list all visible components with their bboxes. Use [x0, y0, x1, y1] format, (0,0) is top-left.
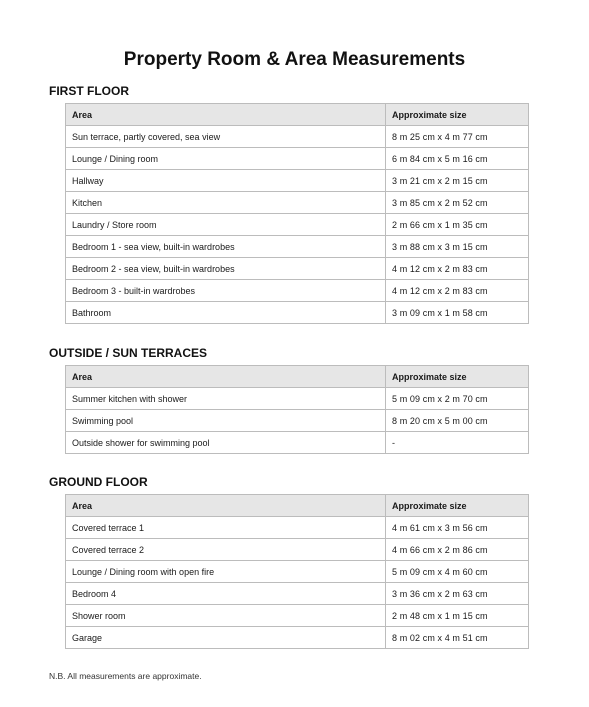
- area-cell: Swimming pool: [66, 410, 386, 432]
- footnote: N.B. All measurements are approximate.: [49, 671, 202, 681]
- area-cell: Lounge / Dining room with open fire: [66, 561, 386, 583]
- column-header-size: Approximate size: [386, 366, 529, 388]
- area-cell: Covered terrace 1: [66, 517, 386, 539]
- size-cell: 4 m 66 cm x 2 m 86 cm: [386, 539, 529, 561]
- table-row: [66, 517, 529, 539]
- section-title-outside: OUTSIDE / SUN TERRACES: [49, 346, 208, 360]
- ground-floor-table: [65, 494, 529, 649]
- table-row: [66, 583, 529, 605]
- table-header-row: [66, 104, 529, 126]
- size-cell: 3 m 85 cm x 2 m 52 cm: [386, 192, 529, 214]
- column-header-area: Area: [66, 366, 386, 388]
- area-cell: Bedroom 2 - sea view, built-in wardrobes: [66, 258, 386, 280]
- table-row: [66, 432, 529, 454]
- table-row: [66, 280, 529, 302]
- table-row: [66, 148, 529, 170]
- size-cell: 2 m 66 cm x 1 m 35 cm: [386, 214, 529, 236]
- column-header-area: Area: [66, 104, 386, 126]
- table-row: [66, 192, 529, 214]
- table-row: [66, 170, 529, 192]
- size-cell: 3 m 09 cm x 1 m 58 cm: [386, 302, 529, 324]
- size-cell: 4 m 61 cm x 3 m 56 cm: [386, 517, 529, 539]
- table-row: [66, 627, 529, 649]
- table-row: [66, 258, 529, 280]
- area-cell: Bathroom: [66, 302, 386, 324]
- area-cell: Kitchen: [66, 192, 386, 214]
- section-title-ground-floor: GROUND FLOOR: [49, 475, 148, 489]
- first-floor-table: [65, 103, 529, 324]
- table-row: [66, 214, 529, 236]
- area-cell: Bedroom 3 - built-in wardrobes: [66, 280, 386, 302]
- section-title-first-floor: FIRST FLOOR: [49, 84, 129, 98]
- area-cell: Sun terrace, partly covered, sea view: [66, 126, 386, 148]
- size-cell: 8 m 25 cm x 4 m 77 cm: [386, 126, 529, 148]
- area-cell: Hallway: [66, 170, 386, 192]
- table-row: [66, 539, 529, 561]
- area-cell: Summer kitchen with shower: [66, 388, 386, 410]
- area-cell: Lounge / Dining room: [66, 148, 386, 170]
- table-row: [66, 302, 529, 324]
- size-cell: 8 m 02 cm x 4 m 51 cm: [386, 627, 529, 649]
- table-header-row: [66, 495, 529, 517]
- area-cell: Bedroom 1 - sea view, built-in wardrobes: [66, 236, 386, 258]
- table-row: [66, 561, 529, 583]
- size-cell: 5 m 09 cm x 2 m 70 cm: [386, 388, 529, 410]
- area-cell: Laundry / Store room: [66, 214, 386, 236]
- table-row: [66, 388, 529, 410]
- size-cell: -: [386, 432, 529, 454]
- area-cell: Outside shower for swimming pool: [66, 432, 386, 454]
- table-row: [66, 410, 529, 432]
- column-header-size: Approximate size: [386, 104, 529, 126]
- size-cell: 5 m 09 cm x 4 m 60 cm: [386, 561, 529, 583]
- area-cell: Shower room: [66, 605, 386, 627]
- column-header-area: Area: [66, 495, 386, 517]
- size-cell: 4 m 12 cm x 2 m 83 cm: [386, 280, 529, 302]
- table-row: [66, 236, 529, 258]
- area-cell: Bedroom 4: [66, 583, 386, 605]
- size-cell: 8 m 20 cm x 5 m 00 cm: [386, 410, 529, 432]
- page-title: Property Room & Area Measurements: [123, 49, 466, 70]
- table-row: [66, 605, 529, 627]
- size-cell: 6 m 84 cm x 5 m 16 cm: [386, 148, 529, 170]
- size-cell: 3 m 36 cm x 2 m 63 cm: [386, 583, 529, 605]
- table-header-row: [66, 366, 529, 388]
- area-cell: Covered terrace 2: [66, 539, 386, 561]
- table-row: [66, 126, 529, 148]
- outside-table: [65, 365, 529, 454]
- area-cell: Garage: [66, 627, 386, 649]
- size-cell: 2 m 48 cm x 1 m 15 cm: [386, 605, 529, 627]
- size-cell: 3 m 21 cm x 2 m 15 cm: [386, 170, 529, 192]
- column-header-size: Approximate size: [386, 495, 529, 517]
- size-cell: 4 m 12 cm x 2 m 83 cm: [386, 258, 529, 280]
- size-cell: 3 m 88 cm x 3 m 15 cm: [386, 236, 529, 258]
